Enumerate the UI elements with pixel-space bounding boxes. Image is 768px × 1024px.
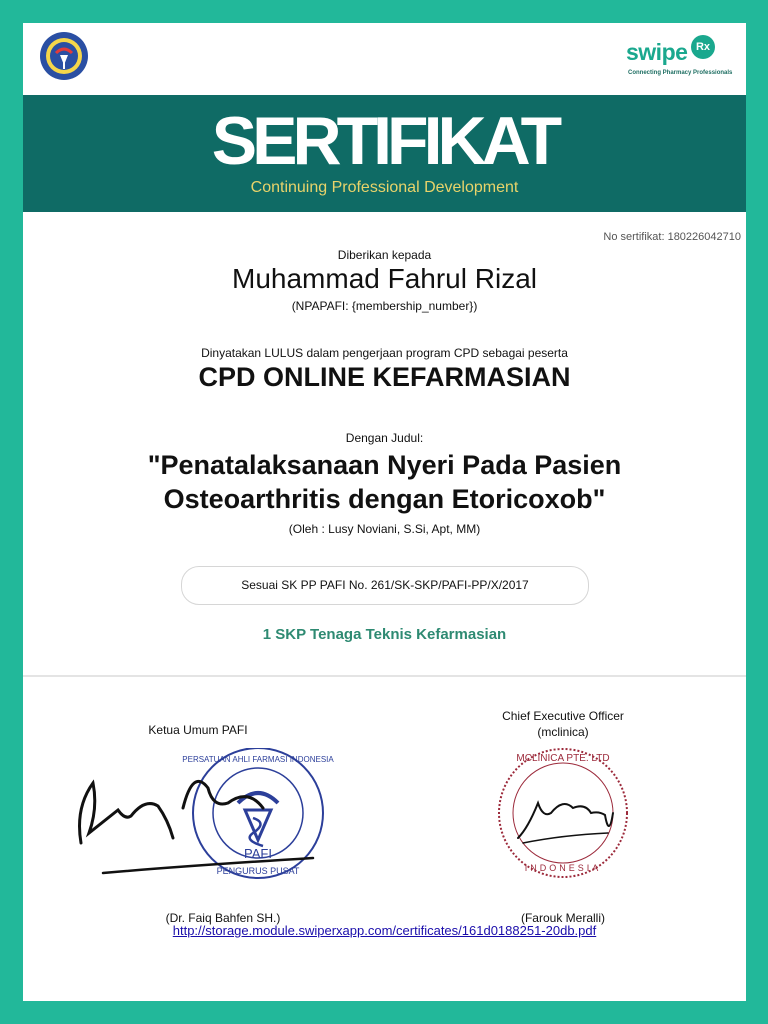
certificate-sheet [23,23,746,1001]
signatory-right-name: (Farouk Meralli) [520,911,605,925]
signature-area [23,703,746,943]
certificate-link[interactable]: http://storage.module.swiperxapp.com/certificates/161d0188251-20db.pdf [172,923,597,938]
recipient-intro: Diberikan kepada [337,248,432,262]
signature-left-area [63,748,363,898]
pafi-emblem-icon [39,31,89,81]
program-intro: Dinyatakan LULUS dalam pengerjaan program CPD sebagai peserta [201,346,568,360]
swiperx-brand-text: swipe [626,39,688,65]
certificate-number: No sertifikat: 180226042710 [603,231,741,243]
mclinica-stamp-ring-text: MCLINICA PTE. LTD [516,753,610,764]
signatory-right-role-sub: (mclinica) [537,725,589,739]
pafi-stamp-bottom: PENGURUS PUSAT [216,866,300,876]
recipient-name: Muhammad Fahrul Rizal [232,263,537,294]
program-name: CPD ONLINE KEFARMASIAN [198,362,571,392]
skp-credit: 1 SKP Tenaga Teknis Kefarmasian [262,626,507,643]
signatory-left-role: Ketua Umum PAFI [148,723,248,737]
decree-box: Sesuai SK PP PAFI No. 261/SK-SKP/PAFI-PP/X/2017 [181,566,589,605]
course-intro: Dengan Judul: [345,431,424,445]
recipient-membership: (NPAPAFI: {membership_number}) [291,299,478,313]
course-title-line-2: Osteoarthritis dengan Etoricoxob" [163,484,606,514]
section-divider [23,675,746,677]
course-author: (Oleh : Lusy Noviani, S.Si, Apt, MM) [288,522,481,536]
rx-badge-icon: Rx [691,35,715,59]
swiperx-logo [619,35,733,85]
swiperx-tagline: Connecting Pharmacy Professionals [628,70,733,76]
certificate-title: SERTIFIKAT [211,103,558,179]
mclinica-stamp-bottom: INDONESIA [524,863,602,873]
pafi-stamp-center: PAFI [244,846,272,861]
signatory-right-role: Chief Executive Officer [502,709,624,723]
title-banner [23,95,746,212]
course-title-line-1: "Penatalaksanaan Nyeri Pada Pasien [147,450,622,480]
certificate-subtitle: Continuing Professional Development [250,179,519,196]
pafi-stamp-ring-text: PERSATUAN AHLI FARMASI INDONESIA [182,755,334,764]
signatory-left-name: (Dr. Faiq Bahfen SH.) [165,911,281,925]
mclinica-stamp [493,743,633,883]
